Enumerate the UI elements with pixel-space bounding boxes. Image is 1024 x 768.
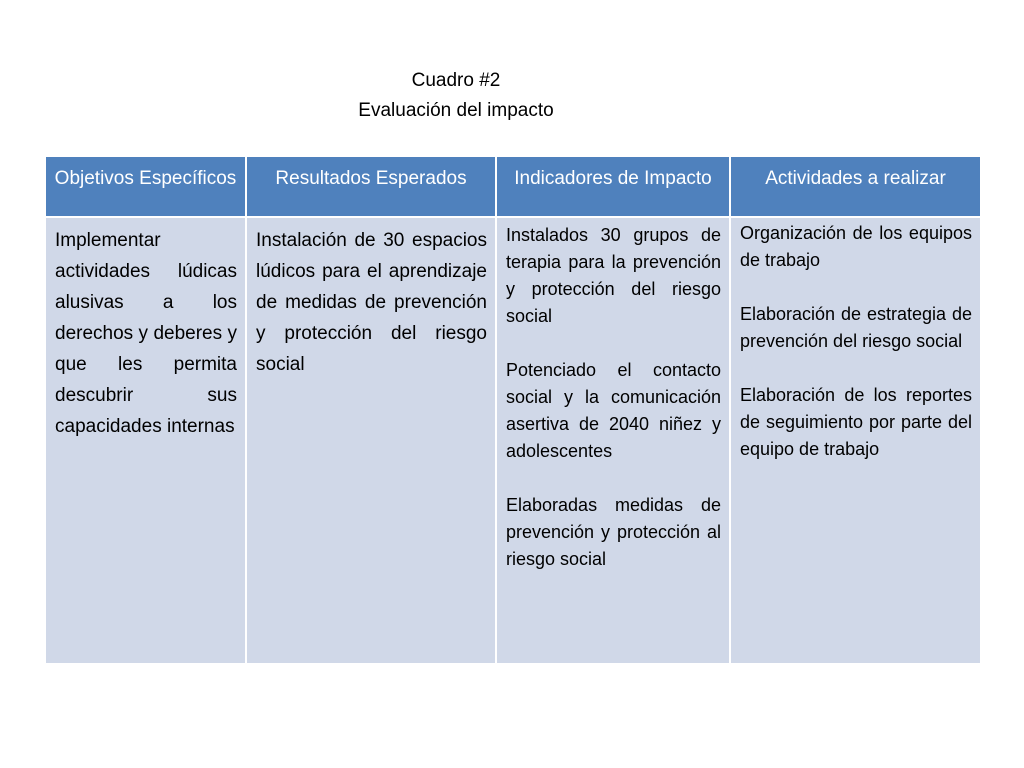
indicator-item: Potenciado el contacto social y la comunicación asertiva de 2040 niñez y adolescentes — [506, 360, 721, 461]
cell-resultados: Instalación de 30 espacios lúdicos para el aprendizaje de medidas de prevención y protección del riesgo social — [246, 217, 496, 664]
indicator-item: Elaboradas medidas de prevención y protección al riesgo social — [506, 495, 721, 569]
activity-item: Elaboración de los reportes de seguimiento por parte del equipo de trabajo — [740, 385, 972, 459]
cell-objetivos: Implementar actividades lúdicas alusivas a los derechos y deberes y que les permita descubrir sus capacidades internas — [45, 217, 246, 664]
activity-item: Elaboración de estrategia de prevención del riesgo social — [740, 304, 972, 351]
header-actividades: Actividades a realizar — [730, 156, 981, 217]
cell-actividades — [730, 217, 981, 664]
activity-item: Organización de los equipos de trabajo — [740, 223, 972, 270]
header-objetivos: Objetivos Específicos — [45, 156, 246, 217]
header-resultados: Resultados Esperados — [246, 156, 496, 217]
indicator-item: Instalados 30 grupos de terapia para la prevención y protección del riesgo social — [506, 225, 721, 326]
header-indicadores: Indicadores de Impacto — [496, 156, 730, 217]
caption-number: Cuadro #2 — [411, 70, 501, 91]
table-row — [45, 217, 981, 664]
table-header-row — [45, 156, 981, 217]
caption-title: Evaluación del impacto — [358, 100, 554, 121]
cell-indicadores — [496, 217, 730, 664]
impact-evaluation-table — [44, 155, 982, 665]
table-caption — [0, 66, 912, 126]
